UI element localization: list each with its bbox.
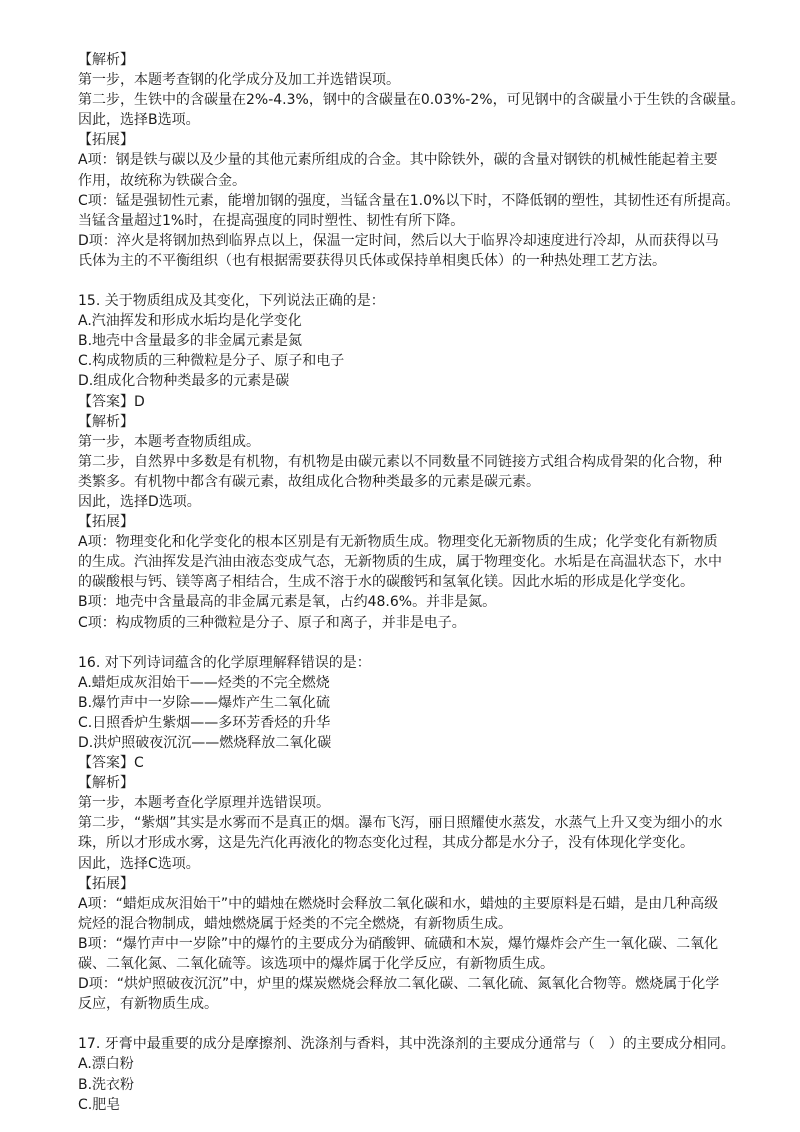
analysis-conclusion: 因此，选择B选项。 xyxy=(78,112,200,129)
option-a: A.汽油挥发和形成水垢均是化学变化 xyxy=(78,313,302,330)
extend-c-line-1: C项：构成物质的三种微粒是分子、原子和离子，并非是电子。 xyxy=(78,614,466,631)
extend-a-line-1: A项：钢是铁与碳以及少量的其他元素所组成的合金。其中除铁外，碳的含量对钢铁的机械性能起着主要 xyxy=(78,152,718,169)
extend-b-line-1: B项：“爆竹声中一岁除”中的爆竹的主要成分为硝酸钾、硫磺和木炭，爆竹爆炸会产生一氧化碳、二氧化 xyxy=(78,935,719,952)
analysis-step-2: 第二步，生铁中的含碳量在2%-4.3%，钢中的含碳量在0.03%-2%，可见钢中的含碳量小于生铁的含碳量。 xyxy=(78,92,745,109)
analysis-conclusion: 因此，选择D选项。 xyxy=(78,493,201,510)
analysis-step-1: 第一步，本题考查化学原理并选错误项。 xyxy=(78,795,330,812)
extend-header: 【拓展】 xyxy=(78,132,134,149)
option-b: B.爆竹声中一岁除——爆炸产生二氧化硫 xyxy=(78,694,331,711)
option-d: D.组成化合物种类最多的元素是碳 xyxy=(78,373,290,390)
analysis-step-1: 第一步，本题考查物质组成。 xyxy=(78,433,260,450)
extend-header: 【拓展】 xyxy=(78,875,134,892)
analysis-step-2-line-1: 第二步，“紫烟”其实是水雾而不是真正的烟。瀑布飞泻，丽日照耀使水蒸发，水蒸气上升又变为细小的水 xyxy=(78,815,723,832)
option-d: D.洪炉照破夜沉沉——燃烧释放二氧化碳 xyxy=(78,735,332,751)
extend-a-line-2: 烷烃的混合物制成，蜡烛燃烧属于烃类的不完全燃烧，有新物质生成。 xyxy=(78,915,512,932)
document-page xyxy=(78,50,778,1115)
extend-c-line-2: 当锰含量超过1%时，在提高强度的同时塑性、韧性有所下降。 xyxy=(78,212,465,229)
extend-c-line-1: C项：锰是强韧性元素，能增加钢的强度，当锰含量在1.0%以下时，不降低钢的塑性，其韧性还有所提高。 xyxy=(78,192,740,209)
question-stem: 16. 对下列诗词蕴含的化学原理解释错误的是： xyxy=(78,654,371,671)
extend-d-line-2: 氏体为主的不平衡组织（也有根据需要获得贝氏体或保持单相奥氏体）的一种热处理工艺方法。 xyxy=(78,252,666,269)
analysis-header: 【解析】 xyxy=(78,52,134,68)
option-a: A.漂白粉 xyxy=(78,1056,134,1073)
option-b: B.地壳中含量最多的非金属元素是氮 xyxy=(78,333,303,350)
analysis-step-1: 第一步，本题考查钢的化学成分及加工并选错误项。 xyxy=(78,72,400,89)
extend-header: 【拓展】 xyxy=(78,514,134,531)
option-b: B.洗衣粉 xyxy=(78,1076,135,1093)
option-c: C.肥皂 xyxy=(78,1096,121,1113)
question-stem: 15. 关于物质组成及其变化，下列说法正确的是： xyxy=(78,293,385,310)
question-stem: 17. 牙膏中最重要的成分是摩擦剂、洗涤剂与香料，其中洗涤剂的主要成分通常与（ ）的主要成分相同。 xyxy=(78,1036,735,1053)
analysis-step-2-line-1: 第二步，自然界中多数是有机物，有机物是由碳元素以不同数量不同链接方式组合构成骨架的化合物，种 xyxy=(78,453,722,470)
analysis-header: 【解析】 xyxy=(78,413,134,430)
option-c: C.日照香炉生紫烟——多环芳香烃的升华 xyxy=(78,714,331,731)
extend-b-line-1: B项：地壳中含量最高的非金属元素是氧，占约48.6%。并非是氮。 xyxy=(78,594,497,611)
extend-d-line-1: D项：淬火是将钢加热到临界点以上，保温一定时间，然后以大于临界冷却速度进行冷却，从而获得以马 xyxy=(78,232,719,249)
extend-d-line-1: D项：“烘炉照破夜沉沉”中，炉里的煤炭燃烧会释放二氧化碳、二氧化硫、氮氧化合物等。燃烧属于化学 xyxy=(78,976,720,993)
extend-a-line-2: 作用，故统称为铁碳合金。 xyxy=(78,172,246,189)
extend-b-line-2: 碳、二氧化氮、二氧化硫等。该选项中的爆炸属于化学反应，有新物质生成。 xyxy=(78,956,554,973)
extend-a-line-1: A项：物理变化和化学变化的根本区别是有无新物质生成。物理变化无新物质的生成；化学变化有新物质 xyxy=(78,534,718,551)
extend-a-line-1: A项：“蜡炬成灰泪始干”中的蜡烛在燃烧时会释放二氧化碳和水，蜡烛的主要原料是石蜡，是由几种高级 xyxy=(78,895,719,912)
answer-label: 【答案】D xyxy=(78,393,145,410)
extend-a-line-3: 的碳酸根与钙、镁等离子相结合，生成不溶于水的碳酸钙和氢氧化镁。因此水垢的形成是化学变化。 xyxy=(78,574,694,591)
q14-analysis-section xyxy=(78,50,778,271)
answer-label: 【答案】C xyxy=(78,755,144,772)
question-17 xyxy=(78,1034,778,1114)
option-c: C.构成物质的三种微粒是分子、原子和电子 xyxy=(78,353,345,370)
option-a: A.蜡炬成灰泪始干——烃类的不完全燃烧 xyxy=(78,674,330,691)
analysis-conclusion: 因此，选择C选项。 xyxy=(78,855,200,872)
extend-a-line-2: 的生成。汽油挥发是汽油由液态变成气态，无新物质的生成，属于物理变化。水垢是在高温状态下，水中 xyxy=(78,554,722,571)
extend-d-line-2: 反应，有新物质生成。 xyxy=(78,996,218,1013)
analysis-step-2-line-2: 类繁多。有机物中都含有碳元素，故组成化合物种类最多的元素是碳元素。 xyxy=(78,473,540,490)
question-15 xyxy=(78,291,778,633)
analysis-header: 【解析】 xyxy=(78,775,134,792)
question-16 xyxy=(78,653,778,1015)
analysis-step-2-line-2: 珠，所以才形成水雾，这是先汽化再液化的物态变化过程，其成分都是水分子，没有体现化学变化。 xyxy=(78,835,694,852)
